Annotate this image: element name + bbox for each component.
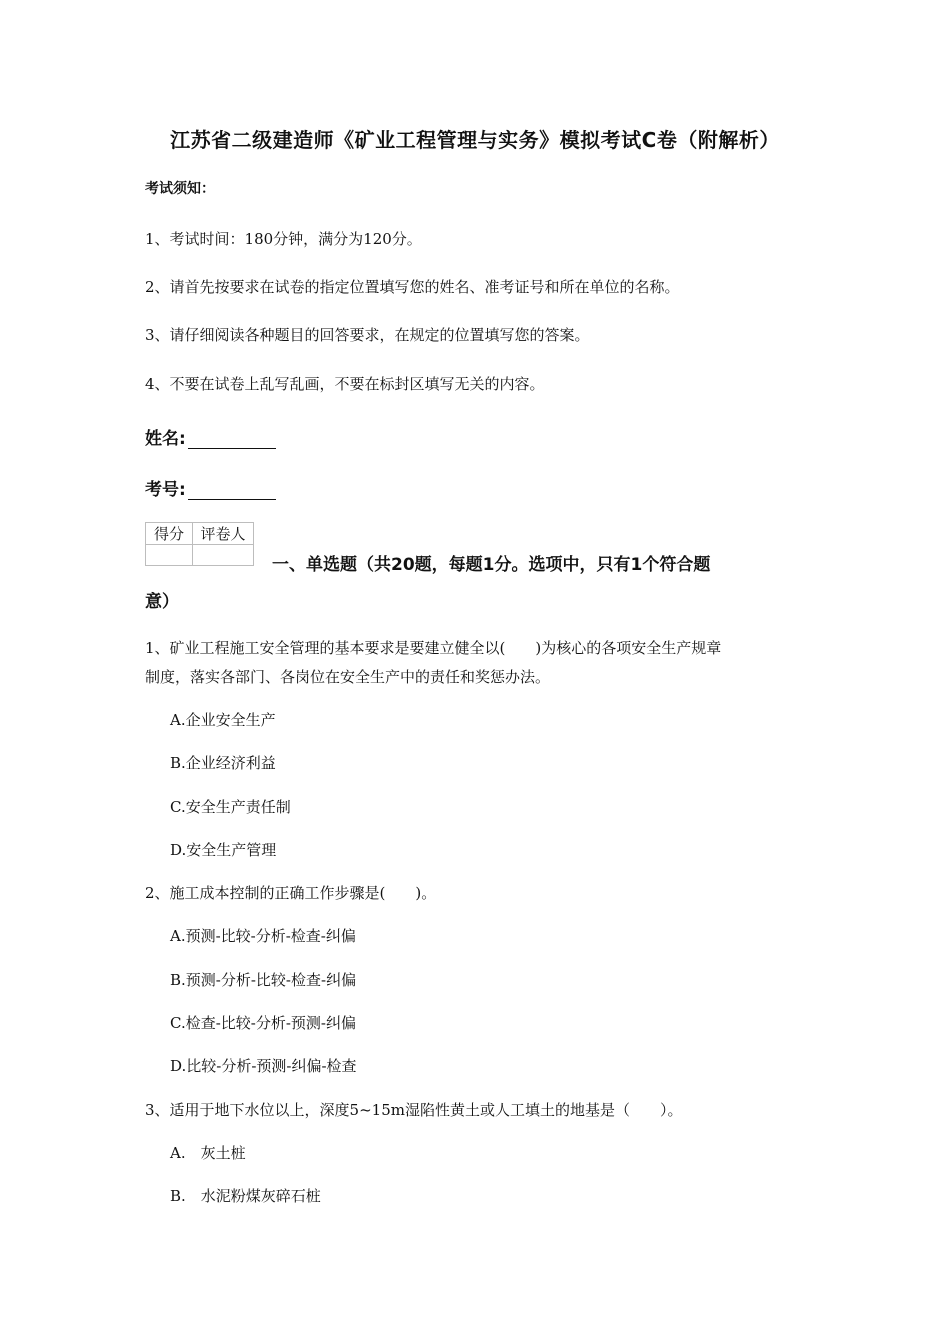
section-heading: 一、单选题（共20题，每题1分。选项中，只有1个符合题	[272, 555, 711, 575]
grader-cell	[193, 545, 254, 566]
question-2-option-c: C.检查-比较-分析-预测-纠偏	[170, 1014, 356, 1032]
question-1-text: 1、矿业工程施工安全管理的基本要求是要建立健全以( )为核心的各项安全生产规章	[145, 639, 722, 657]
question-1-option-d: D.安全生产管理	[170, 841, 277, 859]
score-cell	[146, 545, 193, 566]
document-title: 江苏省二级建造师《矿业工程管理与实务》模拟考试C卷（附解析）	[170, 128, 780, 152]
grader-header: 评卷人	[193, 523, 254, 545]
question-2-option-a: A.预测-比较-分析-检查-纠偏	[170, 927, 356, 945]
name-field	[145, 424, 276, 449]
exam-number-blank-line[interactable]	[188, 481, 276, 500]
question-3-option-a: A. 灰土桩	[170, 1144, 246, 1162]
question-2-option-d: D.比较-分析-预测-纠偏-检查	[170, 1057, 357, 1075]
exam-number-field	[145, 475, 276, 500]
exam-number-label: 考号:	[145, 480, 186, 500]
notice-rule: 4、不要在试卷上乱写乱画，不要在标封区填写无关的内容。	[145, 375, 545, 393]
question-1-option-a: A.企业安全生产	[170, 711, 276, 729]
score-table	[145, 522, 254, 566]
notice-rule: 1、考试时间：180分钟，满分为120分。	[145, 230, 422, 248]
name-label: 姓名:	[145, 429, 186, 449]
question-2-option-b: B.预测-分析-比较-检查-纠偏	[170, 971, 357, 989]
question-3-text: 3、适用于地下水位以上，深度5~15m湿陷性黄土或人工填土的地基是（ ）。	[145, 1101, 683, 1119]
name-blank-line[interactable]	[188, 430, 276, 449]
notice-rule: 3、请仔细阅读各种题目的回答要求，在规定的位置填写您的答案。	[145, 326, 590, 344]
question-3-option-b: B. 水泥粉煤灰碎石桩	[170, 1187, 321, 1205]
question-1-option-b: B.企业经济利益	[170, 754, 276, 772]
question-1-text-continued: 制度，落实各部门、各岗位在安全生产中的责任和奖惩办法。	[145, 668, 551, 686]
score-header: 得分	[146, 523, 193, 545]
notice-rule: 2、请首先按要求在试卷的指定位置填写您的姓名、准考证号和所在单位的名称。	[145, 278, 680, 296]
question-1-option-c: C.安全生产责任制	[170, 798, 291, 816]
section-heading-continued: 意）	[145, 592, 179, 612]
notice-heading: 考试须知：	[145, 181, 215, 197]
question-2-text: 2、施工成本控制的正确工作步骤是( )。	[145, 884, 437, 902]
